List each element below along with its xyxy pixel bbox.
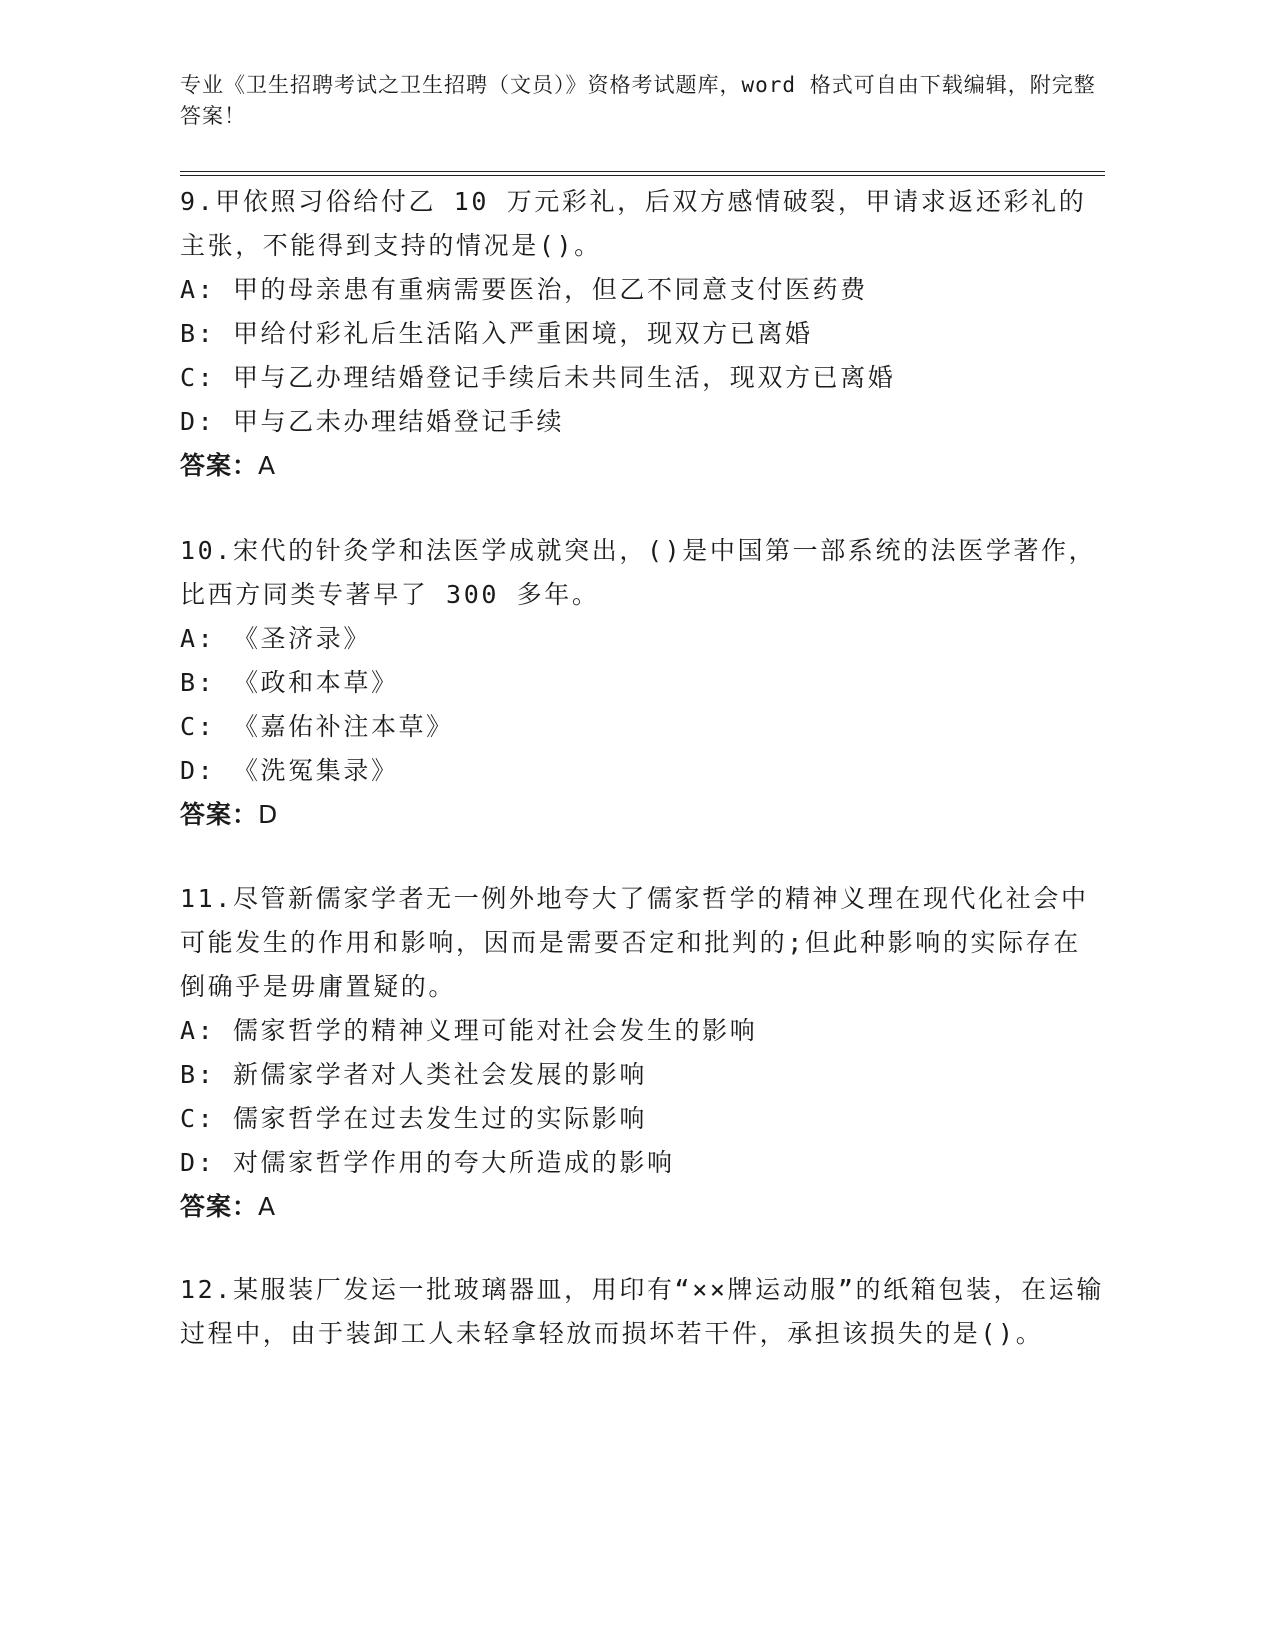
answer-label: 答案： <box>180 1192 259 1221</box>
option-b: B: 甲给付彩礼后生活陷入严重困境，现双方已离婚 <box>180 319 813 348</box>
header-divider <box>180 171 1105 172</box>
question-9 <box>180 180 1105 488</box>
answer <box>180 1185 1105 1229</box>
answer-value: A <box>258 1192 277 1221</box>
option-c: C: 《嘉佑补注本草》 <box>180 712 454 741</box>
answer-label: 答案： <box>180 451 259 480</box>
option-b: B: 新儒家学者对人类社会发展的影响 <box>180 1060 647 1089</box>
question-11 <box>180 877 1105 1229</box>
option-c: C: 儒家哲学在过去发生过的实际影响 <box>180 1104 647 1133</box>
question-10 <box>180 529 1105 837</box>
document-header: 专业《卫生招聘考试之卫生招聘（文员）》资格考试题库，word 格式可自由下载编辑，附完整答案！ <box>180 73 1096 128</box>
option-d: D: 《洗冤集录》 <box>180 756 399 785</box>
option-d: D: 甲与乙未办理结婚登记手续 <box>180 407 565 436</box>
option-a: A: 甲的母亲患有重病需要医治，但乙不同意支付医药费 <box>180 275 868 304</box>
question-stem: 11.尽管新儒家学者无一例外地夸大了儒家哲学的精神义理在现代化社会中可能发生的作用和影响，因而是需要否定和批判的;但此种影响的实际存在倒确乎是毋庸置疑的。 <box>180 884 1089 1001</box>
answer-value: D <box>258 800 279 829</box>
question-stem: 12.某服装厂发运一批玻璃器皿，用印有“××牌运动服”的纸箱包装，在运输过程中，由于装卸工人未轻拿轻放而损坏若干件，承担该损失的是()。 <box>180 1275 1104 1348</box>
header-divider-thin <box>180 175 1105 176</box>
answer-value: A <box>258 451 277 480</box>
option-a: A: 《圣济录》 <box>180 624 371 653</box>
option-a: A: 儒家哲学的精神义理可能对社会发生的影响 <box>180 1016 758 1045</box>
question-stem: 9.甲依照习俗给付乙 10 万元彩礼，后双方感情破裂，甲请求返还彩礼的主张，不能得到支持的情况是()。 <box>180 187 1087 260</box>
option-d: D: 对儒家哲学作用的夸大所造成的影响 <box>180 1148 675 1177</box>
answer-label: 答案： <box>180 800 259 829</box>
question-12 <box>180 1268 1105 1356</box>
answer <box>180 444 1105 488</box>
answer <box>180 793 1105 837</box>
option-c: C: 甲与乙办理结婚登记手续后未共同生活，现双方已离婚 <box>180 363 896 392</box>
option-b: B: 《政和本草》 <box>180 668 399 697</box>
question-stem: 10.宋代的针灸学和法医学成就突出，()是中国第一部系统的法医学著作，比西方同类专著早了 300 多年。 <box>180 536 1097 609</box>
